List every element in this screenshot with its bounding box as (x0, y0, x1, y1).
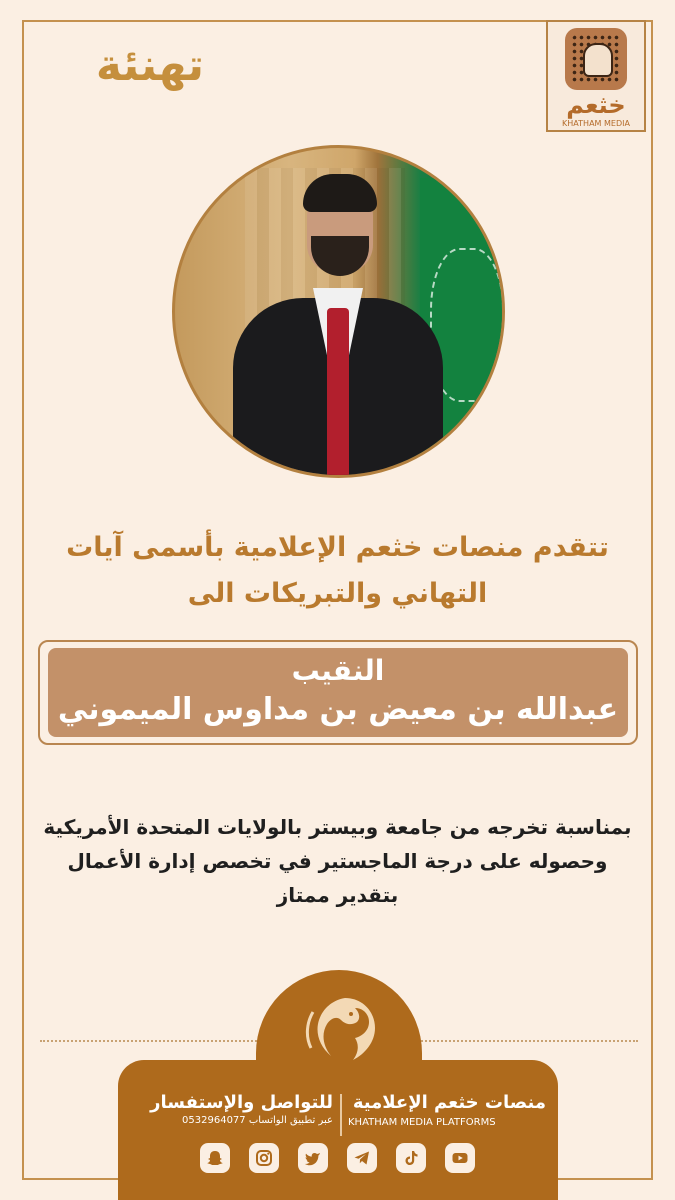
honoree-rank: النقيب (291, 654, 385, 687)
logo-english-text: KHATHAM MEDIA (562, 119, 630, 128)
footer-separator (340, 1094, 342, 1136)
footer-panel (118, 1060, 558, 1200)
divider-right (418, 1040, 638, 1042)
intro-line-1: تتقدم منصات خثعم الإعلامية بأسمى آيات (66, 532, 609, 563)
horse-logo-icon (285, 990, 385, 1070)
name-banner (38, 640, 638, 745)
snapcode-icon[interactable] (565, 28, 627, 90)
intro-text (20, 525, 655, 617)
brand-logo[interactable] (546, 20, 646, 132)
intro-line-2: التهاني والتبريكات الى (187, 578, 488, 609)
platform-name-en: KHATHAM MEDIA PLATFORMS (348, 1117, 496, 1128)
contact-block (128, 1092, 333, 1126)
contact-whatsapp[interactable]: عبر تطبيق الواتساب 0532964077 (182, 1115, 333, 1126)
twitter-icon[interactable] (298, 1143, 328, 1173)
contact-title: للتواصل والإستفسار (150, 1092, 333, 1113)
honoree-name: عبدالله بن معيض بن مداوس الميموني (57, 692, 619, 727)
snapchat-icon[interactable] (200, 1143, 230, 1173)
occasion-line-1: بمناسبة تخرجه من جامعة وبيستر بالولايات المتحدة الأمريكية (43, 815, 632, 839)
platform-name-ar: منصات خثعم الإعلامية (352, 1092, 546, 1113)
tiktok-icon[interactable] (396, 1143, 426, 1173)
youtube-icon[interactable] (445, 1143, 475, 1173)
occasion-text (20, 810, 655, 912)
divider-left (40, 1040, 260, 1042)
platform-block (348, 1092, 546, 1128)
occasion-line-2: وحصوله على درجة الماجستير في تخصص إدارة الأعمال (67, 849, 608, 873)
page-title: تهنئة (95, 40, 205, 91)
honoree-photo (172, 145, 505, 478)
telegram-icon[interactable] (347, 1143, 377, 1173)
social-icons (200, 1140, 475, 1176)
logo-arabic-text: خثعم (566, 91, 626, 119)
instagram-icon[interactable] (249, 1143, 279, 1173)
occasion-line-3: بتقدير ممتاز (276, 883, 399, 907)
